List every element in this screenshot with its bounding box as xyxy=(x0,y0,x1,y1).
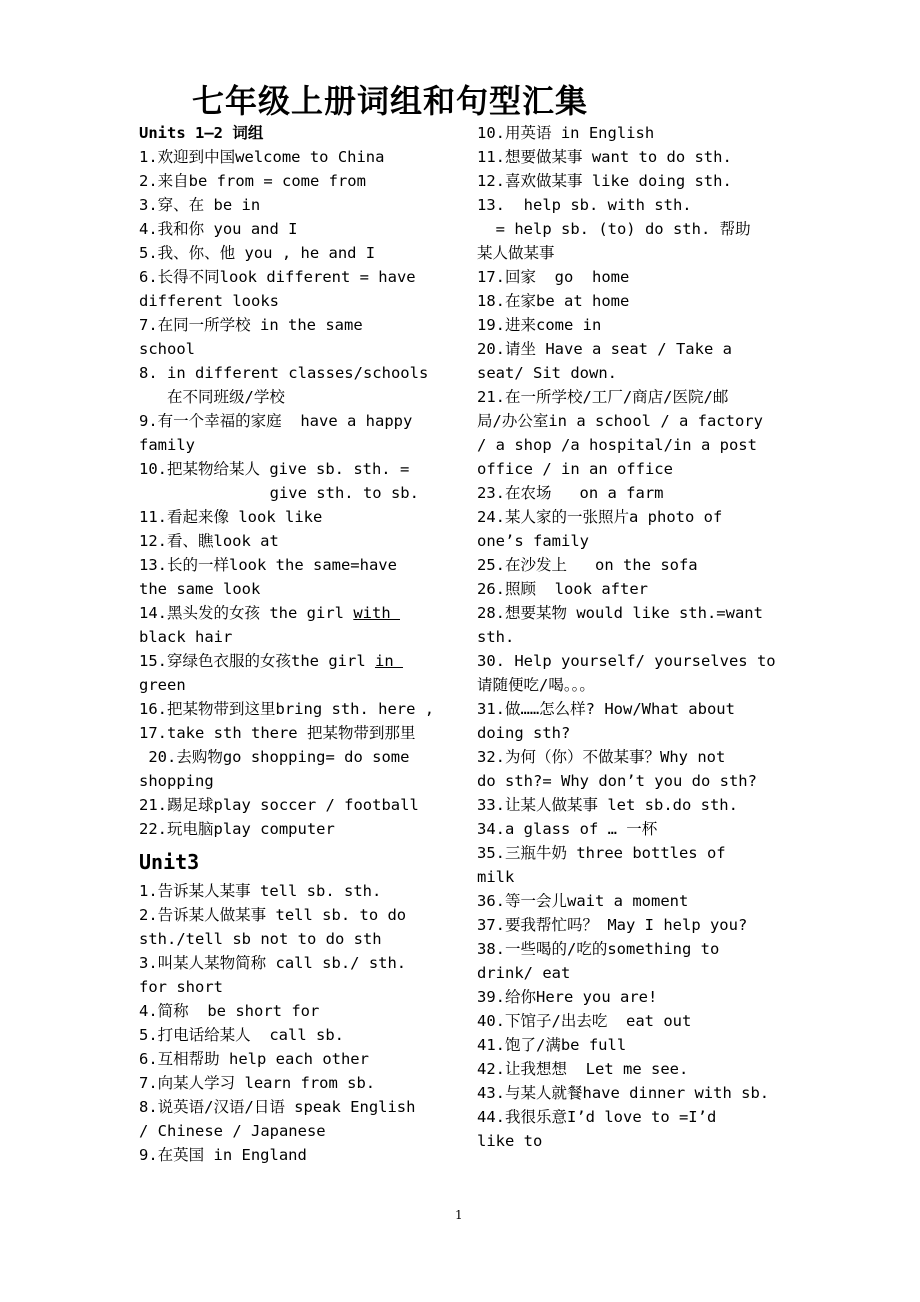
phrase-text: 20.去购物go shopping= do some xyxy=(139,748,410,766)
phrase-line xyxy=(139,409,459,433)
phrase-line xyxy=(477,217,789,241)
phrase-text: 局/办公室in a school / a factory xyxy=(477,412,763,430)
phrase-text: 7.向某人学习 learn from sb. xyxy=(139,1074,376,1092)
phrase-text: 36.等一会儿wait a moment xyxy=(477,892,689,910)
phrase-line xyxy=(139,433,459,457)
phrase-text: 15.穿绿色衣服的女孩the girl xyxy=(139,652,375,670)
phrase-text: 8.说英语/汉语/日语 speak English xyxy=(139,1098,416,1116)
phrase-text: sth. xyxy=(477,628,515,646)
phrase-text: 9.在英国 in England xyxy=(139,1146,307,1164)
phrase-line xyxy=(477,529,789,553)
phrase-text: 11.想要做某事 want to do sth. xyxy=(477,148,732,166)
underlined-word: in xyxy=(374,652,403,670)
phrase-line xyxy=(477,673,789,697)
phrase-line xyxy=(477,433,789,457)
phrase-line xyxy=(139,927,459,951)
phrase-line xyxy=(477,961,789,985)
phrase-text: 5.我、你、他 you , he and I xyxy=(139,244,376,262)
phrase-line xyxy=(139,505,459,529)
phrase-text: 38.一些喝的/吃的something to xyxy=(477,940,720,958)
phrase-line xyxy=(139,879,459,903)
phrase-line xyxy=(139,193,459,217)
phrase-line xyxy=(139,361,459,385)
phrase-text: 在不同班级/学校 xyxy=(139,388,285,406)
phrase-text: 4.简称 be short for xyxy=(139,1002,320,1020)
phrase-line xyxy=(477,649,789,673)
phrase-text: 10.用英语 in English xyxy=(477,124,655,142)
phrase-text: 44.我很乐意I’d love to =I’d xyxy=(477,1108,717,1126)
phrase-text: 11.看起来像 look like xyxy=(139,508,323,526)
phrase-text: / Chinese / Japanese xyxy=(139,1122,326,1140)
phrase-text: doing sth? xyxy=(477,724,571,742)
phrase-line xyxy=(477,169,789,193)
phrase-line xyxy=(477,841,789,865)
phrase-line xyxy=(477,1081,789,1105)
phrase-line xyxy=(477,385,789,409)
phrase-line xyxy=(139,1071,459,1095)
phrase-text: 8. in different classes/schools xyxy=(139,364,429,382)
phrase-line xyxy=(477,1129,789,1153)
page-title: 七年级上册词组和句型汇集 xyxy=(192,82,589,120)
phrase-text: 17.take sth there 把某物带到那里 xyxy=(139,724,416,742)
phrase-text: 3.穿、在 be in xyxy=(139,196,261,214)
phrase-line xyxy=(139,529,459,553)
phrase-text: 6.长得不同look different = have xyxy=(139,268,416,286)
phrase-line xyxy=(139,697,459,721)
phrase-line xyxy=(139,337,459,361)
phrase-line xyxy=(139,1023,459,1047)
phrase-text: 19.进来come in xyxy=(477,316,602,334)
phrase-text: Units 1—2 词组 xyxy=(139,124,264,142)
phrase-text: drink/ eat xyxy=(477,964,571,982)
phrase-line xyxy=(139,217,459,241)
phrase-line xyxy=(477,625,789,649)
phrase-line xyxy=(477,793,789,817)
phrase-text: 21.踢足球play soccer / football xyxy=(139,796,419,814)
phrase-text: 3.叫某人某物简称 call sb./ sth. xyxy=(139,954,407,972)
phrase-line xyxy=(139,1047,459,1071)
phrase-line xyxy=(139,481,459,505)
phrase-line xyxy=(139,385,459,409)
phrase-text: one’s family xyxy=(477,532,589,550)
phrase-line xyxy=(477,1105,789,1129)
phrase-text: 20.请坐 Have a seat / Take a xyxy=(477,340,732,358)
phrase-text: 13. help sb. with sth. xyxy=(477,196,692,214)
phrase-text: Unit3 xyxy=(139,850,200,874)
phrase-line xyxy=(477,457,789,481)
phrase-text: 18.在家be at home xyxy=(477,292,630,310)
phrase-line xyxy=(139,975,459,999)
phrase-line xyxy=(139,649,459,673)
phrase-text: 2.来自be from = come from xyxy=(139,172,366,190)
phrase-text: 37.要我帮忙吗？ May I help you? xyxy=(477,916,748,934)
phrase-line xyxy=(477,145,789,169)
phrase-text: / a shop /a hospital/in a post xyxy=(477,436,757,454)
phrase-text: 21.在一所学校/工厂/商店/医院/邮 xyxy=(477,388,729,406)
phrase-line xyxy=(477,1009,789,1033)
phrase-text: 14.黑头发的女孩 the girl xyxy=(139,604,354,622)
phrase-line xyxy=(477,193,789,217)
phrase-line xyxy=(477,241,789,265)
phrase-line xyxy=(477,913,789,937)
phrase-text: like to xyxy=(477,1132,543,1150)
phrase-line xyxy=(477,265,789,289)
phrase-text: different looks xyxy=(139,292,279,310)
phrase-text: 39.给你Here you are! xyxy=(477,988,658,1006)
phrase-text: green xyxy=(139,676,186,694)
phrase-line xyxy=(139,601,459,625)
phrase-line xyxy=(477,889,789,913)
phrase-text: shopping xyxy=(139,772,214,790)
phrase-text: milk xyxy=(477,868,515,886)
phrase-line xyxy=(139,903,459,927)
phrase-line xyxy=(139,1095,459,1119)
phrase-line xyxy=(477,337,789,361)
phrase-text: 2.告诉某人做某事 tell sb. to do xyxy=(139,906,407,924)
phrase-line xyxy=(477,1033,789,1057)
phrase-text: 25.在沙发上 on the sofa xyxy=(477,556,698,574)
phrase-line xyxy=(477,697,789,721)
phrase-text: = help sb. (to) do sth. 帮助 xyxy=(477,220,751,238)
phrase-line xyxy=(139,241,459,265)
phrase-line xyxy=(139,1119,459,1143)
phrase-text: 5.打电话给某人 call sb. xyxy=(139,1026,344,1044)
phrase-text: 1.告诉某人某事 tell sb. sth. xyxy=(139,882,382,900)
phrase-text: 17.回家 go home xyxy=(477,268,630,286)
phrase-line xyxy=(139,793,459,817)
phrase-text: 4.我和你 you and I xyxy=(139,220,298,238)
phrase-line xyxy=(477,313,789,337)
phrase-line xyxy=(477,289,789,313)
phrase-line xyxy=(477,121,789,145)
phrase-line xyxy=(139,553,459,577)
phrase-text: 30. Help yourself/ yourselves to xyxy=(477,652,776,670)
phrase-text: 12.看、瞧look at xyxy=(139,532,279,550)
phrase-text: 某人做某事 xyxy=(477,244,555,262)
phrase-line xyxy=(139,999,459,1023)
phrase-text: 9.有一个幸福的家庭 have a happy xyxy=(139,412,413,430)
phrase-text: black hair xyxy=(139,628,233,646)
phrase-text: 23.在农场 on a farm xyxy=(477,484,664,502)
phrase-text: 41.饱了/满be full xyxy=(477,1036,627,1054)
phrase-text: office / in an office xyxy=(477,460,673,478)
phrase-line xyxy=(139,951,459,975)
phrase-text: do sth?= Why don’t you do sth? xyxy=(477,772,757,790)
phrase-line xyxy=(139,673,459,697)
phrase-text: school xyxy=(139,340,195,358)
phrase-text: 请随便吃/喝。。。 xyxy=(477,676,595,694)
phrase-line xyxy=(139,721,459,745)
phrase-line xyxy=(477,721,789,745)
phrase-text: 33.让某人做某事 let sb.do sth. xyxy=(477,796,738,814)
phrase-line xyxy=(477,553,789,577)
phrase-text: 31.做……怎么样? How/What about xyxy=(477,700,735,718)
phrase-line xyxy=(477,865,789,889)
phrase-text: 32.为何（你）不做某事？Why not xyxy=(477,748,726,766)
phrase-text: 34.a glass of … 一杯 xyxy=(477,820,658,838)
phrase-line xyxy=(139,625,459,649)
phrase-text: 22.玩电脑play computer xyxy=(139,820,335,838)
phrase-line xyxy=(139,745,459,769)
phrase-line xyxy=(477,985,789,1009)
left-column xyxy=(139,121,459,1167)
phrase-line xyxy=(477,409,789,433)
phrase-text: 28.想要某物 would like sth.=want xyxy=(477,604,763,622)
phrase-line xyxy=(139,457,459,481)
phrase-text: 1.欢迎到中国welcome to China xyxy=(139,148,385,166)
phrase-text: 42.让我想想 Let me see. xyxy=(477,1060,689,1078)
phrase-text: for short xyxy=(139,978,223,996)
phrase-text: 12.喜欢做某事 like doing sth. xyxy=(477,172,732,190)
right-column xyxy=(477,121,789,1153)
page-number: 1 xyxy=(455,1208,463,1222)
underlined-word: with xyxy=(353,604,400,622)
phrase-line xyxy=(139,769,459,793)
phrase-text: sth./tell sb not to do sth xyxy=(139,930,382,948)
phrase-line xyxy=(139,1143,459,1167)
phrase-line xyxy=(477,577,789,601)
phrase-line xyxy=(139,289,459,313)
section-heading xyxy=(139,849,459,875)
phrase-line xyxy=(139,169,459,193)
phrase-line xyxy=(477,1057,789,1081)
phrase-line xyxy=(477,769,789,793)
phrase-text: 40.下馆子/出去吃 eat out xyxy=(477,1012,692,1030)
phrase-text: 35.三瓶牛奶 three bottles of xyxy=(477,844,726,862)
phrase-line xyxy=(477,937,789,961)
phrase-text: seat/ Sit down. xyxy=(477,364,617,382)
phrase-line xyxy=(477,481,789,505)
phrase-text: 6.互相帮助 help each other xyxy=(139,1050,369,1068)
phrase-line xyxy=(477,745,789,769)
phrase-text: give sth. to sb. xyxy=(139,484,419,502)
phrase-line xyxy=(139,817,459,841)
phrase-text: 7.在同一所学校 in the same xyxy=(139,316,363,334)
phrase-line xyxy=(139,577,459,601)
phrase-text: 10.把某物给某人 give sb. sth. = xyxy=(139,460,410,478)
phrase-line xyxy=(139,313,459,337)
phrase-text: the same look xyxy=(139,580,261,598)
phrase-line xyxy=(477,505,789,529)
phrase-text: 43.与某人就餐have dinner with sb. xyxy=(477,1084,770,1102)
phrase-line xyxy=(477,601,789,625)
phrase-text: 26.照顾 look after xyxy=(477,580,648,598)
phrase-line xyxy=(139,265,459,289)
phrase-line xyxy=(477,361,789,385)
phrase-text: 24.某人家的一张照片a photo of xyxy=(477,508,723,526)
phrase-line xyxy=(477,817,789,841)
phrase-text: 16.把某物带到这里bring sth. here , xyxy=(139,700,435,718)
phrase-text: 13.长的一样look the same=have xyxy=(139,556,397,574)
phrase-text: family xyxy=(139,436,195,454)
section-heading xyxy=(139,121,459,145)
phrase-line xyxy=(139,145,459,169)
